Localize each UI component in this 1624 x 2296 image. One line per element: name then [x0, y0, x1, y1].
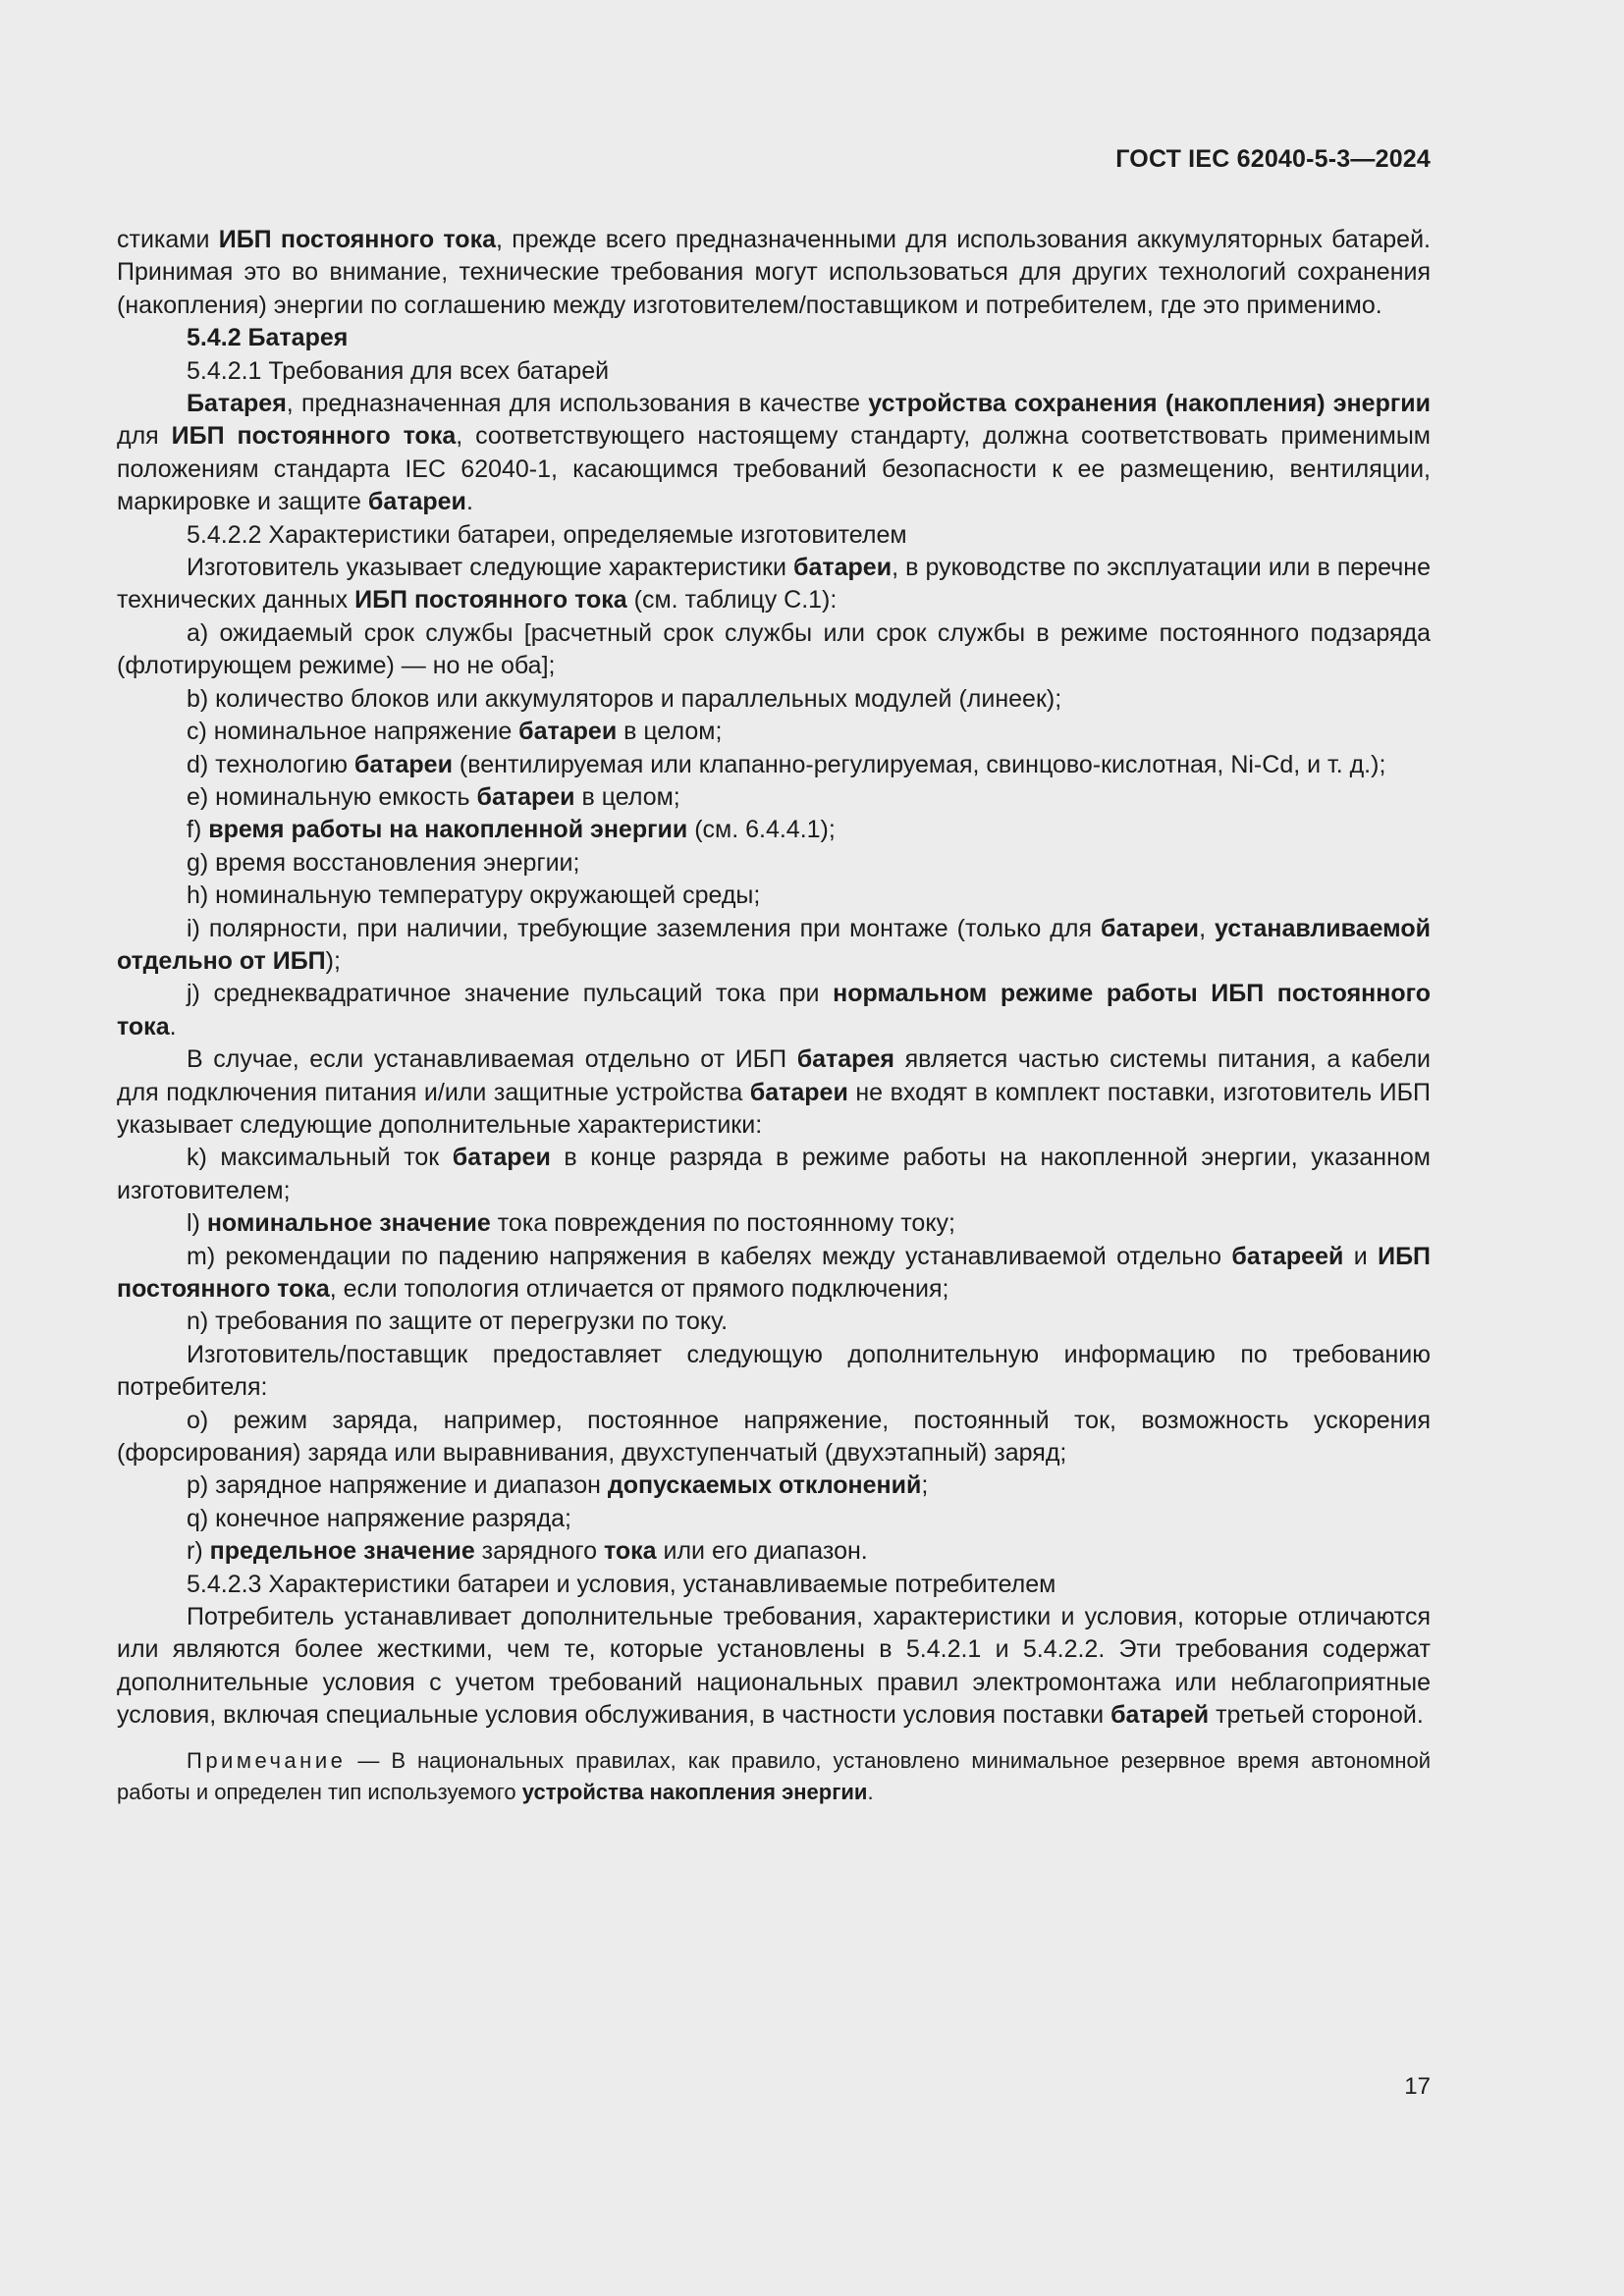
text-run: j) среднеквадратичное значение пульсаций тока при — [187, 980, 834, 1008]
text-run: n) требования по защите от перегрузки по току. — [187, 1308, 729, 1336]
text-run: i) полярности, при наличии, требующие заземления при монтаже (только для — [187, 914, 1102, 942]
list-item-h — [117, 880, 1431, 912]
text-run: , соответствующего настоящему стандарту, должна соответствовать применимым положениям стандарта IEC 62040-1, касающимся требований безопасности к ее размещению, вентиляции, маркировке и защите — [117, 422, 1431, 516]
subsection-heading-5-4-2-2 — [117, 519, 1431, 552]
list-item-f — [117, 814, 1431, 846]
bold-term: ИБП постоянного тока — [354, 586, 627, 614]
list-item-o — [117, 1405, 1431, 1470]
text-run: q) конечное напряжение разряда; — [187, 1504, 572, 1532]
text-run: k) максимальный ток — [187, 1144, 453, 1172]
text-run: тока повреждения по постоянному току; — [490, 1209, 955, 1238]
list-item-e — [117, 781, 1431, 814]
text-run: 5.4.2 Батарея — [187, 324, 349, 352]
section-heading-5-4-2 — [117, 322, 1431, 354]
paragraph-supplier-info — [117, 1339, 1431, 1405]
bold-term: устройства сохранения (накопления) энергии — [868, 390, 1431, 418]
text-run: не входят в комплект поставки, изготовитель ИБП указывает следующие дополнительные характеристики: — [117, 1078, 1432, 1139]
text-run: . — [169, 1012, 177, 1041]
text-run: b) количество блоков или аккумуляторов и параллельных модулей (линеек); — [187, 684, 1062, 713]
paragraph-5-4-2-1 — [117, 388, 1431, 519]
text-run: , если топология отличается от прямого подключения; — [329, 1275, 949, 1303]
text-run: в целом; — [574, 782, 680, 811]
text-run: , — [1199, 914, 1216, 942]
text-run: e) номинальную емкость — [187, 782, 477, 811]
text-run: 5.4.2.1 Требования для всех батарей — [187, 356, 610, 385]
list-item-c — [117, 716, 1431, 748]
paragraph-5-4-2-3 — [117, 1601, 1431, 1733]
bold-term: ИБП постоянного тока — [218, 226, 496, 253]
bold-term: батареи — [793, 554, 893, 582]
text-run: стиками — [117, 226, 219, 253]
text-run: зарядного — [474, 1537, 604, 1566]
text-run: c) номинальное напряжение — [187, 718, 519, 746]
bold-term: тока — [603, 1537, 657, 1566]
bold-term: номинальное значение — [206, 1209, 491, 1238]
bold-term: батареи — [452, 1144, 551, 1172]
text-run: l) — [187, 1209, 207, 1238]
text-run: Потребитель устанавливает дополнительные требования, характеристики и условия, которые отличаются или являются более жесткими, чем те, которые установлены в 5.4.2.1 и 5.4.2.2. Эти требования содержат дополнительные условия с учетом требований национальных правил электромонтажа или неблагоприятные условия, включая специальные условия обслуживания, в частности условия поставки — [117, 1603, 1431, 1730]
text-run: r) — [187, 1537, 210, 1566]
text-run: является частью системы питания, а кабели для подключения питания и/или защитные устройства — [117, 1045, 1431, 1106]
note — [117, 1745, 1431, 1808]
list-item-b — [117, 683, 1431, 716]
page-number: 17 — [1404, 2073, 1431, 2100]
bold-term: допускаемых отклонений — [607, 1471, 922, 1500]
text-run: Изготовитель указывает следующие характеристики — [187, 554, 794, 582]
text-run: p) зарядное напряжение и диапазон — [187, 1471, 608, 1500]
text-run: . — [465, 488, 473, 516]
bold-term: устанавливаемой отдельно от ИБП — [117, 914, 1431, 975]
list-item-k — [117, 1142, 1431, 1207]
list-item-j — [117, 978, 1431, 1043]
list-item-i — [117, 913, 1431, 979]
text-run: (см. 6.4.4.1); — [687, 816, 836, 844]
subsection-heading-5-4-2-3 — [117, 1569, 1431, 1601]
bold-term: устройства накопления энергии — [521, 1779, 868, 1804]
text-run: g) время восстановления энергии; — [187, 848, 580, 877]
text-run: m) рекомендации по падению напряжения в кабелях между устанавливаемой отдельно — [187, 1242, 1232, 1270]
text-run: o) режим заряда, например, постоянное напряжение, постоянный ток, возможность ускорения (форсирования) заряда или выравнивания, двухступенчатый (двухэтапный) заряд; — [117, 1406, 1431, 1468]
text-run: f) — [187, 816, 209, 844]
text-run: В случае, если устанавливаемая отдельно от ИБП — [187, 1045, 797, 1074]
list-item-r — [117, 1535, 1431, 1568]
document-number-header: ГОСТ IEC 62040-5-3—2024 — [1115, 145, 1431, 173]
list-item-m — [117, 1241, 1431, 1307]
bold-term: батареи — [367, 488, 466, 516]
list-item-p — [117, 1469, 1431, 1502]
bold-term: нормальном режиме работы ИБП постоянного тока — [117, 980, 1432, 1041]
text-run: 5.4.2.3 Характеристики батареи и условия, устанавливаемые потребителем — [187, 1570, 1056, 1598]
list-item-n — [117, 1306, 1431, 1338]
list-item-q — [117, 1503, 1431, 1535]
bold-term: батареи — [518, 718, 618, 746]
bold-term: батареей — [1231, 1242, 1344, 1270]
text-run: 5.4.2.2 Характеристики батареи, определяемые изготовителем — [187, 520, 907, 549]
text-run: , прежде всего предназначенными для использования аккумуляторных батарей. Принимая это во внимание, технические требования могут использоваться для других технологий сохранения (накопления) энергии по соглашению между изготовителем/поставщиком и потребителем, где это применимо. — [117, 226, 1431, 319]
bold-term: предельное значение — [209, 1537, 475, 1566]
text-run: ; — [921, 1471, 929, 1500]
text-run: a) ожидаемый срок службы [расчетный срок службы или срок службы в режиме постоянного подзаряда (флотирующем режиме) — но не оба]; — [117, 618, 1431, 680]
paragraph-5-4-2-2 — [117, 552, 1431, 617]
text-run: и — [1343, 1242, 1379, 1270]
text-run: d) технологию — [187, 750, 354, 778]
document-body — [117, 224, 1431, 1808]
text-run: в целом; — [617, 718, 723, 746]
text-run: . — [867, 1779, 874, 1804]
list-item-g — [117, 847, 1431, 880]
bold-term: батареи — [476, 782, 575, 811]
bold-term: батареи — [353, 750, 453, 778]
bold-term: батареи — [749, 1078, 848, 1106]
text-run: ); — [325, 946, 341, 975]
bold-term: батареи — [1101, 914, 1200, 942]
text-run: в конце разряда в режиме работы на накопленной энергии, указанном изготовителем; — [117, 1144, 1431, 1204]
text-run: h) номинальную температуру окружающей среды; — [187, 881, 761, 910]
text-run: , предназначенная для использования в качестве — [286, 390, 869, 418]
list-item-d — [117, 749, 1431, 781]
bold-term: ИБП постоянного тока — [171, 422, 457, 451]
text-run: для — [117, 422, 172, 451]
text-run: Изготовитель/поставщик предоставляет следующую дополнительную информацию по требованию потребителя: — [117, 1340, 1431, 1402]
intro-continuation — [117, 224, 1431, 322]
text-run: или его диапазон. — [656, 1537, 868, 1566]
bold-term: батарея — [796, 1045, 894, 1074]
bold-term: батарей — [1110, 1701, 1210, 1730]
note-label: Примечание — [187, 1747, 347, 1773]
subsection-heading-5-4-2-1 — [117, 355, 1431, 388]
list-item-l — [117, 1207, 1431, 1240]
list-item-a — [117, 617, 1431, 683]
paragraph-separate-battery — [117, 1043, 1431, 1142]
text-run: , в руководстве по эксплуатации или в перечне технических данных — [117, 554, 1431, 614]
text-run: — В национальных правилах, как правило, установлено минимальное резервное время автономной работы и определен тип используемого — [117, 1747, 1431, 1804]
text-run: третьей стороной. — [1209, 1701, 1424, 1730]
text-run: (см. таблицу С.1): — [626, 586, 838, 614]
bold-term: Батарея — [187, 390, 287, 418]
bold-term: время работы на накопленной энергии — [208, 816, 688, 844]
text-run: (вентилируемая или клапанно-регулируемая, свинцово-кислотная, Ni-Cd, и т. д.); — [452, 750, 1386, 778]
bold-term: ИБП постоянного тока — [117, 1242, 1431, 1303]
